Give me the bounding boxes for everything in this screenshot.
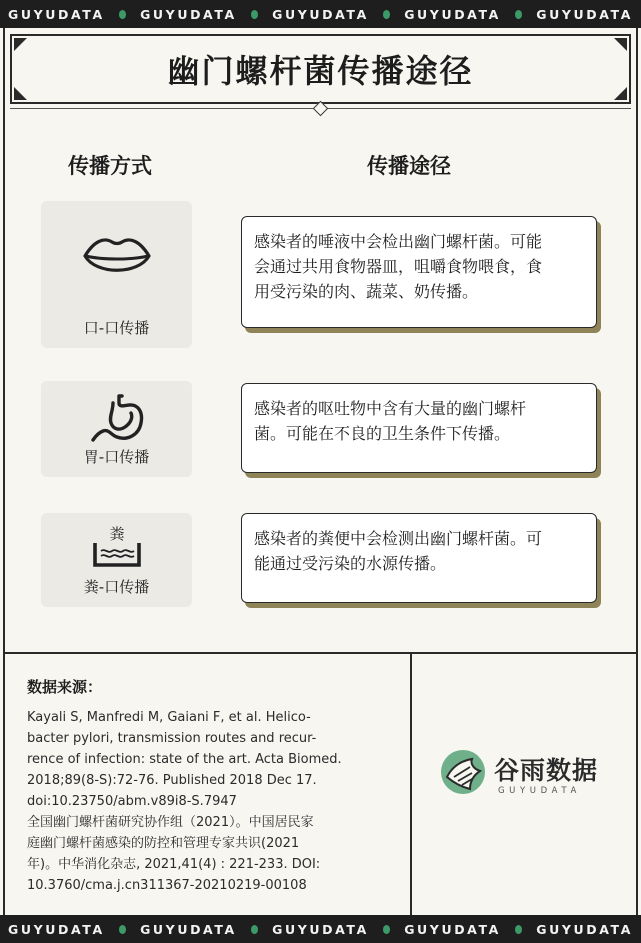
banner-word: GUYUDATA bbox=[404, 6, 501, 22]
banner-dot-icon bbox=[251, 925, 258, 934]
route-card-oral bbox=[241, 216, 597, 328]
banner-word: GUYUDATA bbox=[536, 6, 633, 22]
brand-logo bbox=[440, 747, 620, 807]
route-text-line: 能通过受污染的水源传播。 bbox=[254, 554, 447, 573]
banner-dot-icon bbox=[119, 10, 126, 19]
banner-word: GUYUDATA bbox=[8, 921, 105, 937]
reference-line: 2018;89(8-S):72-76. Published 2018 Dec 17. bbox=[27, 773, 317, 788]
references-title: 数据来源： bbox=[27, 678, 103, 696]
method-heading: 传播方式 bbox=[68, 154, 152, 178]
banner-word: GUYUDATA bbox=[404, 921, 501, 937]
reference-line: doi:10.23750/abm.v89i8-S.7947 bbox=[27, 794, 237, 809]
bottom-banner bbox=[0, 915, 641, 943]
route-text-line: 感染者的呕吐物中含有大量的幽门螺杆 bbox=[254, 399, 527, 418]
banner-word: GUYUDATA bbox=[140, 6, 237, 22]
page-title: 幽门螺杆菌传播途径 bbox=[167, 52, 474, 90]
banner-dot-icon bbox=[383, 925, 390, 934]
method-label: 粪-口传播 bbox=[83, 578, 150, 596]
title-box bbox=[10, 34, 631, 104]
top-banner bbox=[0, 0, 641, 28]
feces-glyph: 粪 bbox=[108, 525, 125, 543]
banner-dot-icon bbox=[383, 10, 390, 19]
lips-icon bbox=[41, 235, 192, 277]
banner-word: GUYUDATA bbox=[272, 921, 369, 937]
route-heading: 传播途径 bbox=[367, 154, 451, 178]
banner-dot-icon bbox=[515, 10, 522, 19]
banner-dot-icon bbox=[119, 925, 126, 934]
reference-line: 庭幽门螺杆菌感染的防控和管理专家共识(2021 bbox=[27, 836, 300, 851]
route-text-line: 感染者的粪便中会检测出幽门螺杆菌。可 bbox=[254, 529, 543, 548]
route-text-line: 会通过共用食物器皿，咀嚼食物喂食，食 bbox=[254, 257, 543, 276]
reference-line: 年)。中华消化杂志, 2021,41(4) : 221-233. DOI: bbox=[27, 857, 321, 872]
method-label: 口-口传播 bbox=[83, 319, 150, 337]
reference-line: 10.3760/cma.j.cn311367-20210219-00108 bbox=[27, 878, 307, 893]
guyu-logo-icon bbox=[440, 749, 486, 795]
logo-name: 谷雨数据 bbox=[494, 756, 599, 785]
reference-line: rence of infection: state of the art. Acta Biomed. bbox=[27, 752, 342, 767]
stomach-icon bbox=[41, 393, 192, 445]
reference-line: bacter pylori, transmission routes and recur- bbox=[27, 731, 317, 746]
banner-word: GUYUDATA bbox=[8, 6, 105, 22]
method-card-oral bbox=[41, 201, 192, 348]
references-text bbox=[27, 707, 393, 896]
route-text-line: 用受污染的肉、蔬菜、奶传播。 bbox=[254, 282, 479, 301]
feces-water-icon bbox=[41, 523, 192, 569]
banner-dot-icon bbox=[251, 10, 258, 19]
method-label: 胃-口传播 bbox=[83, 448, 150, 466]
method-card-gastric bbox=[41, 381, 192, 477]
banner-dot-icon bbox=[515, 925, 522, 934]
banner-word: GUYUDATA bbox=[536, 921, 633, 937]
route-text-line: 菌。可能在不良的卫生条件下传播。 bbox=[254, 424, 511, 443]
method-card-fecal bbox=[41, 513, 192, 607]
reference-divider-vertical bbox=[410, 653, 412, 915]
banner-word: GUYUDATA bbox=[272, 6, 369, 22]
route-text-line: 感染者的唾液中会检出幽门螺杆菌。可能 bbox=[254, 232, 543, 251]
reference-line: 全国幽门螺杆菌研究协作组（2021）。中国居民家 bbox=[27, 815, 314, 830]
banner-word: GUYUDATA bbox=[140, 921, 237, 937]
logo-subtitle: GUYUDATA bbox=[498, 786, 581, 796]
route-card-gastric bbox=[241, 383, 597, 473]
reference-divider bbox=[5, 652, 636, 654]
reference-line: Kayali S, Manfredi M, Gaiani F, et al. Helico- bbox=[27, 710, 311, 725]
route-card-fecal bbox=[241, 513, 597, 603]
